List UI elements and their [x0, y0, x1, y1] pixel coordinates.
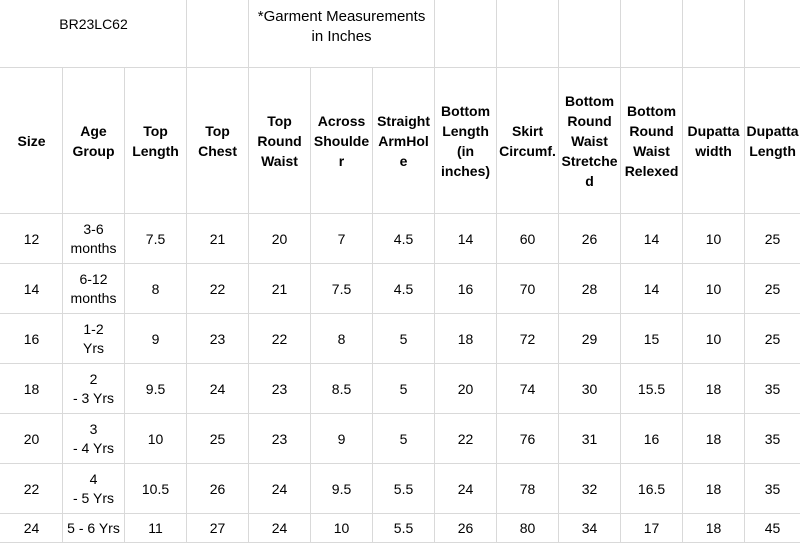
- cell-waist-relaxed: 14: [621, 264, 683, 314]
- cell-top-chest: 23: [187, 314, 249, 364]
- cell-top-chest: 24: [187, 364, 249, 414]
- header-dupatta-length: [745, 68, 800, 214]
- cell-top-round-waist: 23: [249, 414, 311, 464]
- cell-dupatta-length: 45: [745, 514, 800, 543]
- age-line: 4: [63, 470, 124, 489]
- cell-across-shoulder: 9.5: [311, 464, 373, 514]
- cell-size: 22: [1, 464, 63, 514]
- header-size: [1, 68, 63, 214]
- header-line: width: [683, 141, 744, 161]
- header-across-shoulder: [311, 68, 373, 214]
- product-code: [1, 1, 187, 68]
- cell-top-chest: 21: [187, 214, 249, 264]
- table-row: [1, 464, 800, 514]
- header-line: (in: [435, 141, 496, 161]
- header-line: Length: [745, 141, 800, 161]
- cell-waist-relaxed: 15: [621, 314, 683, 364]
- age-line: - 4 Yrs: [63, 439, 124, 458]
- cell-skirt-circ: 76: [497, 414, 559, 464]
- product-code-text: BR23LC62: [59, 16, 128, 32]
- cell-bottom-length: 24: [435, 464, 497, 514]
- cell-top-length: 9.5: [125, 364, 187, 414]
- header-line: Stretche: [559, 151, 620, 171]
- cell-armhole: 4.5: [373, 214, 435, 264]
- age-line: - 5 Yrs: [63, 489, 124, 508]
- cell-dupatta-width: 18: [683, 514, 745, 543]
- measurement-note: [249, 1, 435, 68]
- header-line: Bottom: [435, 101, 496, 121]
- cell-size: 12: [1, 214, 63, 264]
- header-line: Top: [249, 111, 310, 131]
- empty-cell: [745, 1, 800, 68]
- header-line: Dupatta: [745, 121, 800, 141]
- age-line: 2: [63, 370, 124, 389]
- age-line: 3-6: [63, 220, 124, 239]
- cell-top-length: 10: [125, 414, 187, 464]
- cell-dupatta-width: 10: [683, 314, 745, 364]
- cell-armhole: 5.5: [373, 464, 435, 514]
- header-line: Waist: [249, 151, 310, 171]
- cell-top-length: 8: [125, 264, 187, 314]
- header-line: inches): [435, 161, 496, 181]
- header-line: Straight: [373, 111, 434, 131]
- table-row: [1, 364, 800, 414]
- cell-waist-relaxed: 15.5: [621, 364, 683, 414]
- cell-top-round-waist: 20: [249, 214, 311, 264]
- cell-size: 16: [1, 314, 63, 364]
- age-line: 3: [63, 420, 124, 439]
- cell-waist-relaxed: 16: [621, 414, 683, 464]
- header-line: Round: [249, 131, 310, 151]
- header-line: Relexed: [621, 161, 682, 181]
- cell-bottom-length: 14: [435, 214, 497, 264]
- cell-dupatta-width: 10: [683, 264, 745, 314]
- empty-cell: [683, 1, 745, 68]
- cell-size: 18: [1, 364, 63, 414]
- header-line: Round: [559, 111, 620, 131]
- header-age-group: [63, 68, 125, 214]
- header-line: Top: [187, 121, 248, 141]
- header-top-length: [125, 68, 187, 214]
- cell-skirt-circ: 78: [497, 464, 559, 514]
- header-top-round-waist: [249, 68, 311, 214]
- cell-waist-stretched: 31: [559, 414, 621, 464]
- cell-top-chest: 25: [187, 414, 249, 464]
- cell-top-round-waist: 24: [249, 464, 311, 514]
- measurement-note-line2: in Inches: [249, 27, 434, 47]
- cell-dupatta-length: 25: [745, 314, 800, 364]
- empty-cell: [497, 1, 559, 68]
- measurement-note-line1: *Garment Measurements: [249, 7, 434, 27]
- header-line: Group: [63, 141, 124, 161]
- title-row: [1, 1, 800, 68]
- header-straight-armhole: [373, 68, 435, 214]
- cell-armhole: 5: [373, 314, 435, 364]
- header-line: d: [559, 171, 620, 191]
- cell-skirt-circ: 74: [497, 364, 559, 414]
- cell-top-round-waist: 22: [249, 314, 311, 364]
- cell-bottom-length: 18: [435, 314, 497, 364]
- header-line: Circumf.: [497, 141, 558, 161]
- header-line: e: [373, 151, 434, 171]
- cell-age: [63, 214, 125, 264]
- header-bottom-round-waist-stretched: [559, 68, 621, 214]
- age-line: - 3 Yrs: [63, 389, 124, 408]
- cell-dupatta-width: 18: [683, 414, 745, 464]
- header-row: [1, 68, 800, 214]
- age-line: months: [63, 239, 124, 258]
- cell-armhole: 5: [373, 364, 435, 414]
- empty-cell: [187, 1, 249, 68]
- cell-waist-stretched: 30: [559, 364, 621, 414]
- cell-top-length: 7.5: [125, 214, 187, 264]
- cell-dupatta-width: 10: [683, 214, 745, 264]
- cell-armhole: 4.5: [373, 264, 435, 314]
- header-line: Across: [311, 111, 372, 131]
- header-top-chest: [187, 68, 249, 214]
- cell-armhole: 5.5: [373, 514, 435, 543]
- cell-dupatta-length: 35: [745, 414, 800, 464]
- cell-size: 24: [1, 514, 63, 543]
- table-row: [1, 414, 800, 464]
- header-line: Round: [621, 121, 682, 141]
- cell-across-shoulder: 7: [311, 214, 373, 264]
- cell-size: 20: [1, 414, 63, 464]
- cell-top-round-waist: 24: [249, 514, 311, 543]
- header-line: Size: [1, 131, 62, 151]
- cell-skirt-circ: 80: [497, 514, 559, 543]
- table-row: [1, 264, 800, 314]
- cell-waist-stretched: 29: [559, 314, 621, 364]
- cell-top-length: 10.5: [125, 464, 187, 514]
- cell-top-length: 9: [125, 314, 187, 364]
- cell-across-shoulder: 7.5: [311, 264, 373, 314]
- cell-age: [63, 364, 125, 414]
- empty-cell: [621, 1, 683, 68]
- header-dupatta-width: [683, 68, 745, 214]
- cell-age: [63, 514, 125, 543]
- cell-dupatta-length: 25: [745, 264, 800, 314]
- cell-waist-stretched: 28: [559, 264, 621, 314]
- header-line: Skirt: [497, 121, 558, 141]
- age-line: 1-2: [63, 320, 124, 339]
- cell-bottom-length: 26: [435, 514, 497, 543]
- cell-bottom-length: 16: [435, 264, 497, 314]
- header-bottom-round-waist-relaxed: [621, 68, 683, 214]
- header-line: Waist: [559, 131, 620, 151]
- age-line: 5 - 6 Yrs: [63, 519, 124, 538]
- cell-waist-relaxed: 17: [621, 514, 683, 543]
- cell-age: [63, 414, 125, 464]
- table-row: [1, 514, 800, 543]
- header-line: Chest: [187, 141, 248, 161]
- empty-cell: [559, 1, 621, 68]
- cell-top-length: 11: [125, 514, 187, 543]
- cell-dupatta-length: 25: [745, 214, 800, 264]
- cell-bottom-length: 20: [435, 364, 497, 414]
- header-line: Top: [125, 121, 186, 141]
- cell-skirt-circ: 72: [497, 314, 559, 364]
- cell-skirt-circ: 60: [497, 214, 559, 264]
- header-line: Length: [435, 121, 496, 141]
- cell-top-chest: 27: [187, 514, 249, 543]
- cell-skirt-circ: 70: [497, 264, 559, 314]
- header-line: ArmHol: [373, 131, 434, 151]
- cell-waist-stretched: 32: [559, 464, 621, 514]
- cell-armhole: 5: [373, 414, 435, 464]
- cell-top-chest: 22: [187, 264, 249, 314]
- header-line: Shoulde: [311, 131, 372, 151]
- cell-dupatta-width: 18: [683, 364, 745, 414]
- age-line: Yrs: [63, 339, 124, 358]
- header-line: Bottom: [559, 91, 620, 111]
- header-line: Waist: [621, 141, 682, 161]
- cell-dupatta-width: 18: [683, 464, 745, 514]
- cell-waist-stretched: 34: [559, 514, 621, 543]
- cell-dupatta-length: 35: [745, 464, 800, 514]
- table-row: [1, 214, 800, 264]
- age-line: 6-12: [63, 270, 124, 289]
- cell-age: [63, 314, 125, 364]
- cell-across-shoulder: 8: [311, 314, 373, 364]
- header-line: r: [311, 151, 372, 171]
- cell-dupatta-length: 35: [745, 364, 800, 414]
- cell-age: [63, 464, 125, 514]
- cell-size: 14: [1, 264, 63, 314]
- cell-across-shoulder: 8.5: [311, 364, 373, 414]
- cell-top-chest: 26: [187, 464, 249, 514]
- header-skirt-circumference: [497, 68, 559, 214]
- age-line: months: [63, 289, 124, 308]
- header-line: Length: [125, 141, 186, 161]
- header-line: Dupatta: [683, 121, 744, 141]
- header-bottom-length: [435, 68, 497, 214]
- cell-bottom-length: 22: [435, 414, 497, 464]
- cell-top-round-waist: 23: [249, 364, 311, 414]
- header-line: Age: [63, 121, 124, 141]
- empty-cell: [435, 1, 497, 68]
- cell-waist-relaxed: 16.5: [621, 464, 683, 514]
- cell-waist-stretched: 26: [559, 214, 621, 264]
- cell-across-shoulder: 10: [311, 514, 373, 543]
- table-row: [1, 314, 800, 364]
- cell-waist-relaxed: 14: [621, 214, 683, 264]
- header-line: Bottom: [621, 101, 682, 121]
- cell-top-round-waist: 21: [249, 264, 311, 314]
- cell-age: [63, 264, 125, 314]
- cell-across-shoulder: 9: [311, 414, 373, 464]
